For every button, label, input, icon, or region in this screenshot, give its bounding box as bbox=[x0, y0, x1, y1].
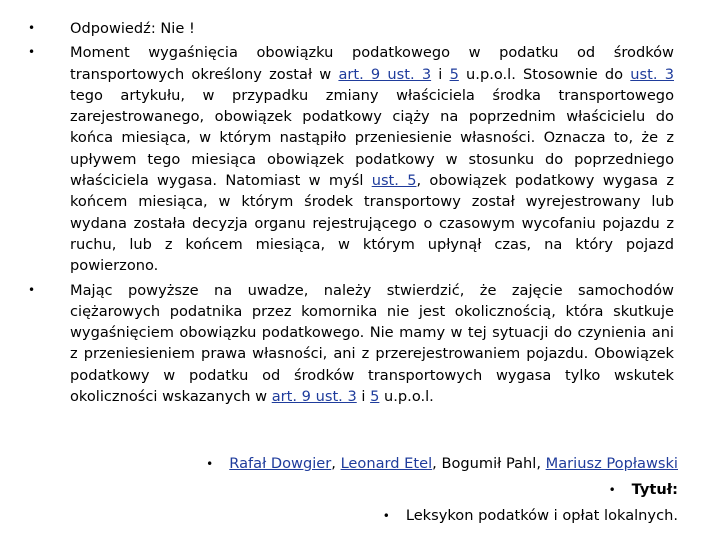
answer-text: Odpowiedź: Nie ! bbox=[70, 20, 195, 37]
author-separator: , Bogumił Pahl, bbox=[432, 455, 546, 472]
bibliography-title bbox=[383, 505, 678, 527]
link-art-9-ust-3[interactable]: art. 9 ust. 3 bbox=[338, 65, 432, 83]
bullet-icon: • bbox=[28, 21, 36, 35]
list-item-conclusion bbox=[28, 280, 674, 408]
title-label: Tytuł: bbox=[631, 481, 678, 498]
bullet-icon: • bbox=[28, 45, 36, 60]
author-link-poplawski[interactable]: Mariusz Popławski bbox=[545, 455, 678, 472]
conclusion-text-1: Mając powyższe na uwadze, należy stwierdzić, że zajęcie samochodów ciężarowych podatnika przez komornika nie jest okolicznością, która skutkuje wygaśnięciem obowiązku podatkowego. Nie mamy w tej sytuacji do czynienia ani z przeniesieniem prawa własności, ani z przerejestrowaniem pojazdu. Obowiązek podatkowy w podatku od środków transportowych wygasa tylko wskutek okoliczności wskazanych w bbox=[70, 281, 674, 406]
author-separator: , bbox=[331, 455, 341, 472]
author-link-dowgier[interactable]: Rafał Dowgier bbox=[229, 455, 332, 472]
author-link-etel[interactable]: Leonard Etel bbox=[340, 455, 433, 472]
link-ust-3[interactable]: ust. 3 bbox=[630, 65, 674, 83]
link-ust-5[interactable]: ust. 5 bbox=[371, 172, 417, 190]
bullet-icon: • bbox=[206, 457, 214, 471]
bibliography-authors bbox=[206, 453, 678, 475]
explanation-text-1: Moment wygaśnięcia obowiązku podatkowego w podatku od środków transportowych określony został w bbox=[70, 44, 674, 83]
link-art-9-ust-3[interactable]: art. 9 ust. 3 bbox=[271, 388, 357, 406]
bullet-icon: • bbox=[28, 282, 36, 297]
main-bullet-list bbox=[28, 18, 674, 410]
bullet-icon: • bbox=[382, 509, 390, 523]
link-5[interactable]: 5 bbox=[370, 388, 380, 406]
list-item-explanation bbox=[28, 42, 674, 276]
list-item-answer bbox=[28, 18, 674, 39]
conclusion-text-3: u.p.o.l. bbox=[379, 388, 434, 406]
explanation-text-3: u.p.o.l. Stosownie do bbox=[458, 65, 631, 83]
explanation-text-5: , obowiązek podatkowy wygasa z końcem miesiąca, w którym środek transportowy został wyrejestrowany lub wydana została decyzja organu rejestrującego o czasowym wycofaniu pojazdu z ruchu, lub z końcem miesiąca, w którym upłynął czas, na który pojazd powierzono. bbox=[70, 172, 674, 275]
explanation-text-4: tego artykułu, w przypadku zmiany właściciela środka transportowego zarejestrowanego, obowiązek podatkowy ciąży na poprzednim właścicielu do końca miesiąca, w którym nastąpiło przeniesienie własności. Oznacza to, że z upływem tego miesiąca obowiązek podatkowy w stosunku do poprzedniego właściciela wygasa. Natomiast w myśl bbox=[70, 86, 674, 190]
link-5[interactable]: 5 bbox=[449, 65, 459, 83]
book-title: Leksykon podatków i opłat lokalnych. bbox=[405, 507, 678, 524]
conclusion-text-2: i bbox=[356, 388, 371, 406]
bullet-icon: • bbox=[608, 483, 616, 497]
bibliography-title-label bbox=[609, 479, 678, 501]
explanation-text-2: i bbox=[431, 65, 450, 83]
